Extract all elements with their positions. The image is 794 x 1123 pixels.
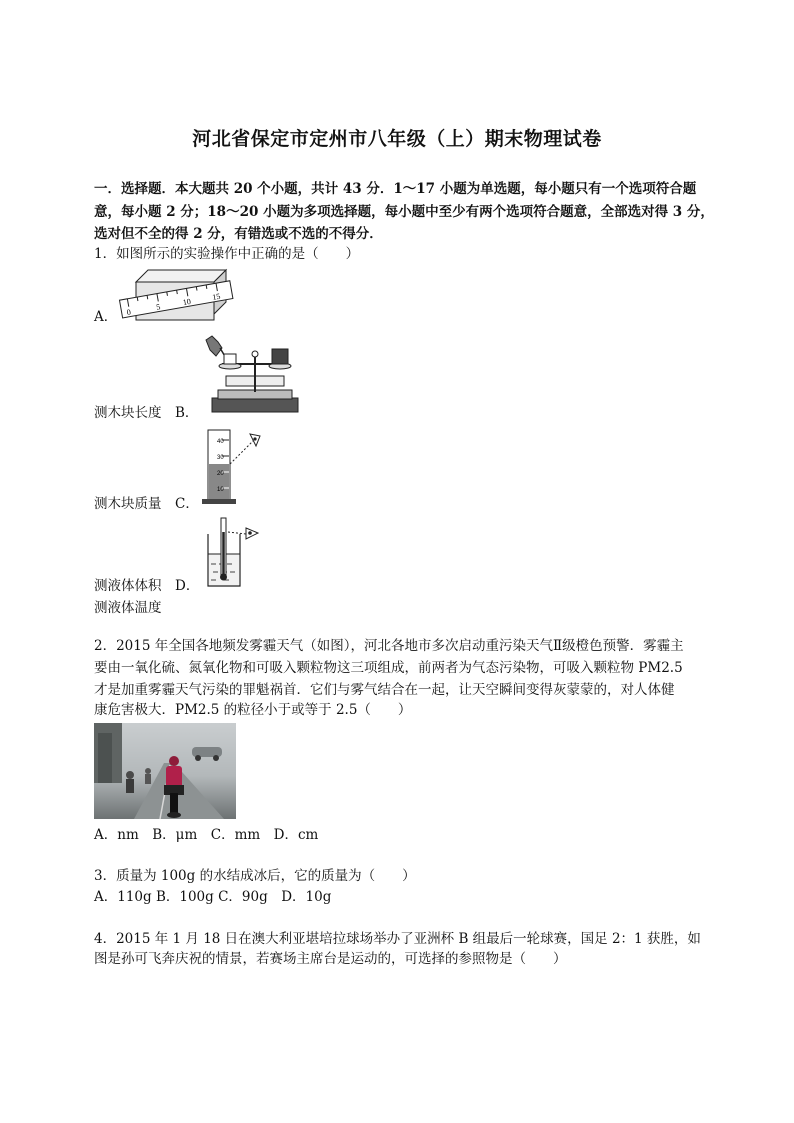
q1-stem: 1．如图所示的实验操作中正确的是（ ） — [94, 246, 360, 262]
section-instruction-line-3: 选对但不全的得 2 分，有错选或不选的不得分． — [94, 226, 383, 242]
cylinder-tick-label: 30 — [217, 455, 224, 461]
section-instruction-line-1: 一．选择题．本大题共 20 个小题，共计 43 分．1～17 小题为单选题，每小题只有一个选项符合题 — [94, 181, 697, 197]
q3-options: A．110g B．100g C．90g D．10g — [94, 889, 332, 905]
cylinder-tick-label: 10 — [217, 487, 224, 493]
ruler-tick-label: 5 — [155, 302, 162, 312]
q1-option-c-label: 测木块质量 C． — [94, 496, 199, 512]
ruler-tick-label: 15 — [211, 291, 222, 302]
q3-stem: 3．质量为 100g 的水结成冰后，它的质量为（ ） — [94, 868, 416, 884]
q1-last-label: 测液体温度 — [94, 600, 162, 616]
q2-stem-line-3: 才是加重雾霾天气污染的罪魁祸首．它们与雾气结合在一起，让天空瞬间变得灰蒙蒙的，对人体健 — [94, 682, 675, 698]
page-title: 河北省保定市定州市八年级（上）期末物理试卷 — [192, 128, 602, 150]
q1-option-a-label: A． — [94, 309, 118, 325]
thermometer-beaker-figure — [204, 514, 264, 590]
ruler-tick-label: 0 — [125, 307, 132, 318]
ruler-block-figure — [118, 262, 238, 324]
q2-options: A．nm B．μm C．mm D．cm — [94, 827, 319, 843]
section-instruction-line-2: 意，每小题 2 分；18～20 小题为多项选择题，每小题中至少有两个选项符合题意，全部选对得 3 分， — [94, 204, 714, 220]
smog-photo — [94, 723, 236, 819]
q4-stem-line-1: 4．2015 年 1 月 18 日在澳大利亚堪培拉球场举办了亚洲杯 B 组最后一轮球赛，国足 2：1 获胜，如 — [94, 931, 701, 947]
q4-stem-line-2: 图是孙可飞奔庆祝的情景，若赛场主席台是运动的，可选择的参照物是（ ） — [94, 951, 567, 967]
q1-option-d-label: 测液体体积 D． — [94, 578, 200, 594]
q2-stem-line-2: 要由一氧化硫、氮氧化物和可吸入颗粒物这三项组成，前两者为气态污染物，可吸入颗粒物 PM2.5 — [94, 660, 683, 676]
ruler-tick-label: 10 — [182, 296, 192, 308]
q1-option-b-label: 测木块长度 B． — [94, 405, 199, 421]
cylinder-tick-label: 20 — [217, 471, 224, 477]
q2-stem-line-4: 康危害极大．PM2.5 的粒径小于或等于 2.5（ ） — [94, 702, 412, 718]
q2-stem-line-1: 2．2015 年全国各地频发雾霾天气（如图），河北各地市多次启动重污染天气Ⅱ级橙色预警．雾霾主 — [94, 638, 684, 654]
cylinder-tick-label: 40 — [217, 439, 224, 445]
balance-scale-figure — [204, 334, 302, 416]
graduated-cylinder-figure — [198, 426, 264, 506]
